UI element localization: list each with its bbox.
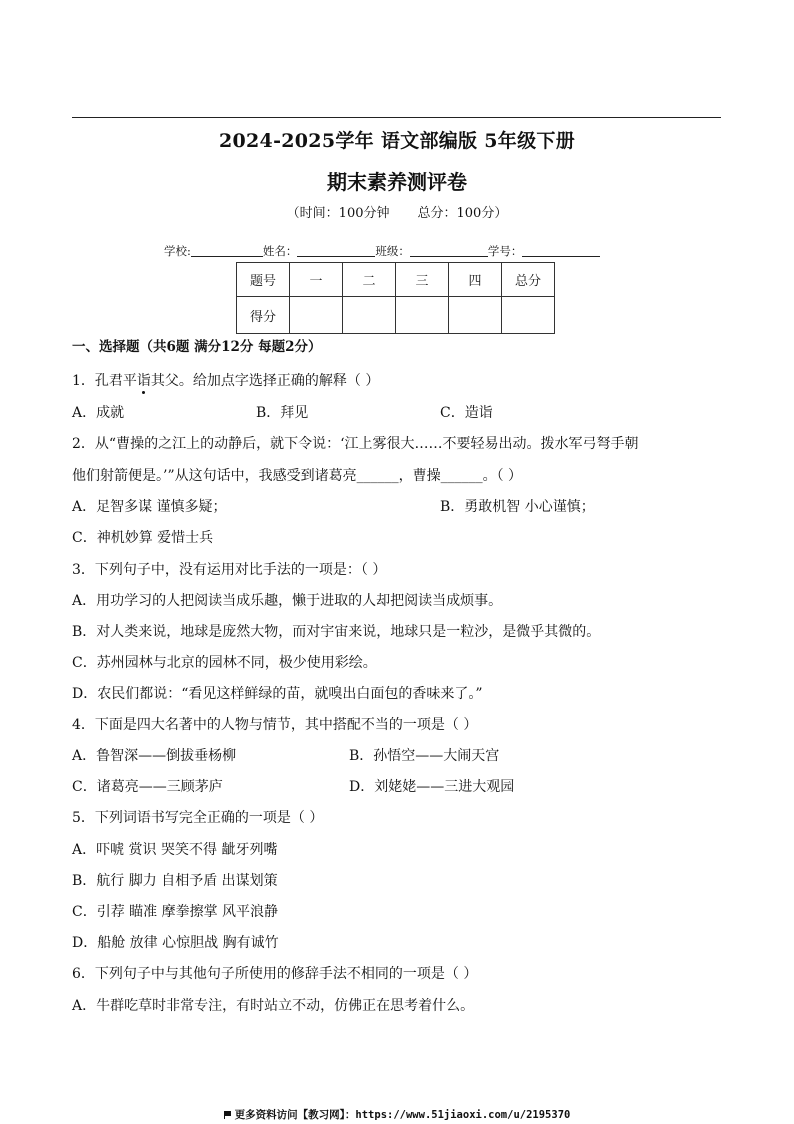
q2-option-c: C．神机妙算 爱惜士兵 [72, 530, 214, 546]
score-cell: 三 [396, 263, 449, 297]
q1-option-c: C．造诣 [440, 405, 493, 421]
score-cell: 四 [449, 263, 502, 297]
score-cell: 题号 [237, 263, 290, 297]
q1-stem-before: 1．孔君平 [72, 373, 137, 389]
q3-option-c: C．苏州园林与北京的园林不同，极少使用彩绘。 [72, 655, 377, 671]
score-cell: 得分 [237, 297, 290, 334]
q1-option-a: A．成就 [72, 405, 125, 421]
q5-option-c: C．引荐 瞄准 摩拳擦掌 风平浪静 [72, 904, 279, 920]
exam-total-score: 总分：100分） [417, 206, 508, 221]
footer [0, 1107, 794, 1122]
q2-option-a: A．足智多谋 谨慎多疑； [72, 499, 227, 515]
class-label: 班级： [375, 244, 410, 258]
number-blank [522, 244, 600, 257]
score-table-score-row [237, 297, 555, 334]
question-2-stem-line1: 2．从“曹操的之江上的动静后，就下令说：‘江上雾很大……不要轻易出动。拨水军弓弩手朝 [72, 436, 639, 452]
flag-icon [224, 1111, 232, 1119]
student-info-line [164, 243, 600, 259]
q4-option-c: C．诸葛亮——三顾茅庐 [72, 779, 223, 795]
q5-option-d: D．船舱 放律 心惊胆战 胸有诚竹 [72, 935, 279, 951]
q4-option-d: D．刘姥姥——三进大观园 [349, 779, 515, 795]
exam-title: 2024-2025学年 语文部编版 5年级下册 [219, 130, 575, 152]
score-cell [343, 297, 396, 334]
score-table-header-row [237, 263, 555, 297]
score-cell [449, 297, 502, 334]
q3-option-d: D．农民们都说：“看见这样鲜绿的苗，就嗅出白面包的香味来了。” [72, 686, 483, 702]
school-label: 学校: [164, 244, 191, 258]
score-cell: 一 [290, 263, 343, 297]
question-5-stem: 5．下列词语书写完全正确的一项是（ ） [72, 810, 324, 826]
question-1-stem [72, 370, 379, 390]
score-cell [502, 297, 555, 334]
q1-dotted-char: 诣 [137, 370, 151, 390]
question-2-stem-line2: 他们射箭便是。’”从这句话中，我感受到诸葛亮______，曹操______。（ ） [72, 468, 523, 484]
score-cell [396, 297, 449, 334]
q3-option-b: B．对人类来说，地球是庞然大物，而对宇宙来说，地球只是一粒沙，是微乎其微的。 [72, 624, 601, 640]
class-blank [410, 244, 488, 257]
q1-option-b: B．拜见 [256, 405, 309, 421]
q4-option-b: B．孙悟空——大闹天宫 [349, 748, 500, 764]
score-cell [290, 297, 343, 334]
q6-option-a: A．牛群吃草时非常专注，有时站立不动，仿佛正在思考着什么。 [72, 998, 475, 1014]
number-label: 学号： [487, 244, 523, 258]
q1-stem-after: 其父。给加点字选择正确的解释（ ） [150, 373, 380, 389]
footer-link[interactable]: 更多资料访问【教习网】：https://www.51jiaoxi.com/u/2195370 [234, 1109, 571, 1121]
section-title: 一、选择题（共6题 满分12分 每题2分） [72, 339, 322, 355]
exam-meta [0, 202, 794, 221]
q4-option-a: A．鲁智深——倒拔垂杨柳 [72, 748, 237, 764]
name-blank [297, 244, 375, 257]
score-table [236, 262, 555, 334]
question-4-stem: 4．下面是四大名著中的人物与情节，其中搭配不当的一项是（ ） [72, 717, 478, 733]
name-label: 姓名： [262, 244, 298, 258]
q2-option-b: B．勇敢机智 小心谨慎； [440, 499, 595, 515]
q3-option-a: A．用功学习的人把阅读当成乐趣，懒于进取的人却把阅读当成烦事。 [72, 593, 503, 609]
q5-option-b: B．航行 脚力 自相予盾 出谋划策 [72, 873, 278, 889]
score-cell: 总分 [502, 263, 555, 297]
school-blank [191, 244, 263, 257]
question-3-stem: 3．下列句子中，没有运用对比手法的一项是：（ ） [72, 562, 387, 578]
exam-subtitle: 期末素养测评卷 [327, 170, 467, 194]
top-rule [72, 117, 721, 118]
question-6-stem: 6．下列句子中与其他句子所使用的修辞手法不相同的一项是（ ） [72, 966, 478, 982]
exam-time: （时间：100分钟 [286, 206, 390, 221]
q5-option-a: A．吓唬 赏识 哭笑不得 龇牙列嘴 [72, 842, 278, 858]
score-cell: 二 [343, 263, 396, 297]
